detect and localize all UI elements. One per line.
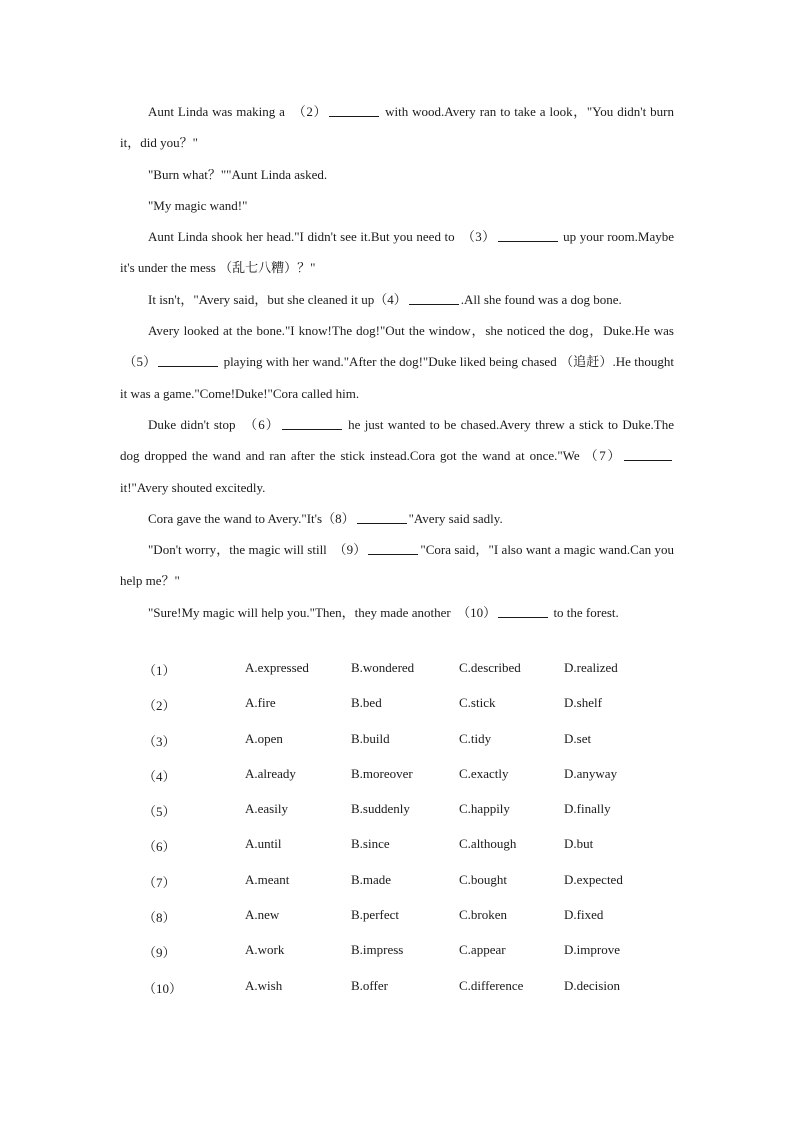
option-row-2 <box>0 695 794 730</box>
answer-options-table <box>0 660 794 1013</box>
question-number: （4） <box>143 768 176 784</box>
option-d[interactable]: D.finally <box>564 801 611 817</box>
cloze-passage <box>120 96 674 628</box>
option-d[interactable]: D.improve <box>564 942 620 958</box>
option-a[interactable]: A.expressed <box>245 660 309 675</box>
option-a[interactable]: A.until <box>245 836 282 852</box>
option-row-4 <box>0 766 794 801</box>
option-row-10 <box>0 978 794 1013</box>
question-number: （2） <box>143 698 176 714</box>
option-c[interactable]: C.broken <box>459 907 508 923</box>
option-row-9 <box>0 942 794 977</box>
option-a[interactable]: A.easily <box>245 801 288 817</box>
option-d[interactable]: D.shelf <box>564 695 602 711</box>
option-c[interactable]: C.although <box>459 836 517 852</box>
option-c[interactable]: C.tidy <box>459 730 492 746</box>
blank-9[interactable] <box>368 541 418 555</box>
question-number: （9） <box>143 945 176 961</box>
question-number: （7） <box>143 874 176 890</box>
blank-2[interactable] <box>329 103 379 117</box>
option-b[interactable]: B.perfect <box>351 907 400 923</box>
option-d[interactable]: D.expected <box>564 871 623 887</box>
option-d[interactable]: D.set <box>564 730 592 746</box>
option-b[interactable]: B.made <box>351 871 392 887</box>
option-row-1 <box>0 660 794 695</box>
option-row-5 <box>0 801 794 836</box>
question-number: （1） <box>143 663 176 678</box>
option-c[interactable]: C.exactly <box>459 765 509 781</box>
option-row-6 <box>0 836 794 871</box>
blank-4[interactable] <box>409 291 459 305</box>
option-b[interactable]: B.impress <box>351 942 404 958</box>
question-number: （8） <box>143 910 176 926</box>
blank-6[interactable] <box>282 416 342 430</box>
option-b[interactable]: B.bed <box>351 695 382 711</box>
option-row-3 <box>0 731 794 766</box>
blank-5[interactable] <box>158 353 218 367</box>
blank-7[interactable] <box>624 447 672 461</box>
blank-3[interactable] <box>498 228 558 242</box>
blank-10[interactable] <box>498 604 548 618</box>
option-a[interactable]: A.new <box>245 907 280 923</box>
option-row-8 <box>0 907 794 942</box>
option-c[interactable]: C.stick <box>459 695 496 711</box>
option-b[interactable]: B.suddenly <box>351 801 410 817</box>
paragraph-10: "Sure!My magic will help you."Then，they made another （10） to the forest. <box>148 604 619 620</box>
option-d[interactable]: D.realized <box>564 660 618 675</box>
option-d[interactable]: D.fixed <box>564 907 604 923</box>
option-d[interactable]: D.but <box>564 836 594 852</box>
question-number: （10） <box>143 980 183 996</box>
option-a[interactable]: A.open <box>245 730 283 746</box>
option-d[interactable]: D.decision <box>564 977 620 993</box>
paragraph-8: Cora gave the wand to Avery."It's（8） "Avery said sadly. <box>148 510 503 526</box>
question-number: （6） <box>143 839 176 855</box>
paragraph-7: Duke didn't stop （6） he just wanted to be chased.Avery threw a stick to Duke.The dog dropped the wand and ran after the stick instead.Cora got the wand at once."We （7） it!"Avery shouted excitedly. <box>120 416 674 495</box>
option-a[interactable]: A.wish <box>245 977 283 993</box>
option-c[interactable]: C.appear <box>459 942 506 958</box>
option-a[interactable]: A.fire <box>245 695 276 711</box>
option-b[interactable]: B.build <box>351 730 390 746</box>
blank-8[interactable] <box>357 510 407 524</box>
option-c[interactable]: C.happily <box>459 801 510 817</box>
option-a[interactable]: A.already <box>245 765 296 781</box>
option-c[interactable]: C.described <box>459 660 521 675</box>
option-c[interactable]: C.bought <box>459 871 508 887</box>
paragraph-9: "Don't worry，the magic will still （9） "Cora said，"I also want a magic wand.Can you help me？" <box>120 542 674 589</box>
paragraph-1: Aunt Linda was making a （2） with wood.Avery ran to take a look，"You didn't burn it，did you？" <box>120 104 674 151</box>
option-d[interactable]: D.anyway <box>564 765 618 781</box>
option-b[interactable]: B.since <box>351 836 390 852</box>
paragraph-2: "Burn what？""Aunt Linda asked. <box>148 166 328 182</box>
question-number: （5） <box>143 804 176 820</box>
question-number: （3） <box>143 733 176 749</box>
option-b[interactable]: B.moreover <box>351 765 413 781</box>
option-b[interactable]: B.offer <box>351 977 388 993</box>
option-a[interactable]: A.work <box>245 942 285 958</box>
paragraph-4: Aunt Linda shook her head."I didn't see it.But you need to （3） up your room.Maybe it's under the mess （乱七八糟）？" <box>120 229 674 276</box>
option-c[interactable]: C.difference <box>459 977 524 993</box>
paragraph-5: It isn't，"Avery said，but she cleaned it up（4） .All she found was a dog bone. <box>148 291 622 307</box>
option-b[interactable]: B.wondered <box>351 660 415 675</box>
paragraph-6: Avery looked at the bone."I know!The dog!"Out the window，she noticed the dog，Duke.He was （5） playing with her wand."After the dog!"Duke liked being chased （追赶）.He thought it was a game."Come!Duke!"Cora called him. <box>120 323 674 401</box>
option-row-7 <box>0 872 794 907</box>
paragraph-3: "My magic wand!" <box>148 197 248 213</box>
option-a[interactable]: A.meant <box>245 871 290 887</box>
